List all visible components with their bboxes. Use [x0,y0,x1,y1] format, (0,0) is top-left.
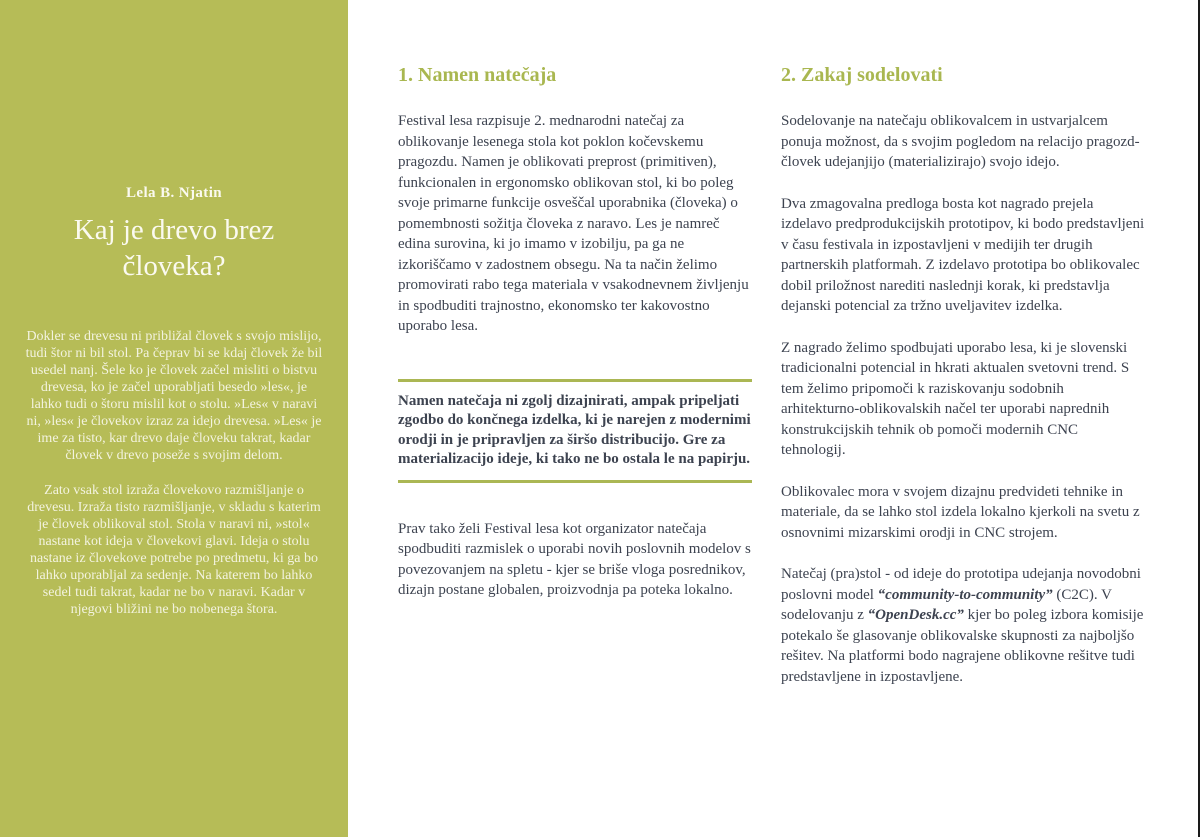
section2-paragraph-1: Sodelovanje na natečaju oblikovalcem in ustvarjalcem ponuja možnost, da s svojim pogledom na relacijo pragozd-človek udejanjijo (materializirajo) svojo idejo. [781,113,1140,170]
paragraph5-text-2: (C2C). V sodelovanju z [781,586,1112,623]
paragraph5-text-1: Natečaj (pra)stol - od ideje do prototipa udejanja novodobni poslovni model [781,566,1141,603]
paragraph5-emphasis-opendesk: “OpenDesk.cc” [867,607,964,623]
paragraph5-emphasis-community-to-community: “community-to-community” [877,586,1053,603]
paragraph5-text-3: kjer bo poleg izbora komisije potekalo še glasovanje oblikovalske skupnosti za najboljšo rešitev. Na platformi bodo nagrajene oblikovne rešitve tudi predstavljene in izpostavljene. [781,607,1144,685]
section1-paragraph-2: Prav tako želi Festival lesa kot organizator natečaja spodbuditi razmislek o uporabi novih poslovnih modelov s povezovanjem na spletu - kjer se briše vloga posrednikov, dizajn postane globalen, proizvodnja pa poteka lokalno. [398,520,751,598]
sidebar [0,0,348,837]
section2-paragraph-5 [781,564,1145,687]
section-namen-natecaja [398,64,752,622]
section2-paragraph-4: Oblikovalec mora v svojem dizajnu predvideti tehnike in materiale, da se lahko stol izdela lokalno kjerkoli na svetu z osnovnimi mizarskimi orodji in CNC strojem. [781,483,1140,541]
sidebar-paragraph-2: Zato vsak stol izraža človekovo razmišljanje o drevesu. Izraža tisto razmišljanje, v skladu s katerim je človek oblikoval stol. Stola v naravi ni, »stol« nastane kot ideja v človekovi glavi. Ideja o stolu nastane iz človekove potrebe po predmetu, ki ga bo lahko uporabljal za sedenje. Na katerem bo lahko sedel tudi takrat, kadar ne bo v naravi. Kadar v njegovi bližini ne bo nobenega štora. [27,483,321,617]
section1-callout: Namen natečaja ni zgolj dizajnirati, ampak pripeljati zgodbo do končnega izdelka, ki je narejen z modernimi orodji in je pripravljen za širšo distribucijo. Gre za materializacijo ideje, ki tako ne bo ostala le na papirju. [398,379,752,483]
section2-heading: 2. Zakaj sodelovati [781,64,943,86]
author-name: Lela B. Njatin [125,185,223,201]
sidebar-paragraph-1: Dokler se drevesu ni približal človek s svojo mislijo, tudi štor ni bil stol. Pa čeprav bi se kdaj človek že bil usedel nanj. Šele ko je človek začel misliti o bistvu drevesa, ko je začel uporabljati besedo »les«, je lahko tudi o štoru mislil kot o stolu. »Les« v naravi ni, »les« je človekov izraz za idejo drevesa. »Les« je ime za tisto, kar drevo daje človeku takrat, kadar človek v drevo poseže s svojim delom. [25,329,323,463]
page-title: Kaj je drevo brez človeka? [73,214,275,282]
section1-heading: 1. Namen natečaja [398,64,557,86]
section1-paragraph-1: Festival lesa razpisuje 2. mednarodni natečaj za oblikovanje lesenega stola kot poklon kočevskemu pragozdu. Namen je oblikovati preprost (primitiven), funkcionalen in ergonomsko oblikovan stol, ki bo poleg svoje primarne funkcije osveščal uporabnika (človeka) o pomembnosti sožitja človeka z naravo. Les je namreč edina surovina, ki jo imamo v izobilju, pa ga ne izkoriščamo v zadostnem obsegu. Na ta način želimo promovirati rabo tega materiala v vsakodnevnem življenju in spodbuditi trajnostno, ekonomsko ter kakovostno uporabo lesa. [398,113,749,334]
section-zakaj-sodelovati [781,64,1145,708]
section2-paragraph-3: Z nagrado želimo spodbujati uporabo lesa, ki je slovenski tradicionalni potencial in hkrati aktualen svetovni trend. S tem želimo pripomoči k raziskovanju sodobnih arhitekturno-oblikovalskih načel ter uporabi naprednih konstrukcijskih tehnik ob pomoči modernih CNC tehnologij. [781,339,1130,458]
section2-paragraph-2: Dva zmagovalna predloga bosta kot nagrado prejela izdelavo predprodukcijskih prototipov, ki bodo predstavljeni v času festivala in izpostavljeni v medijih ter drugih partnerskih platformah. Z izdelavo prototipa bo oblikovalec dobil priložnost narediti naslednji korak, ki predstavlja dejanski potencial za tržno uveljavitev izdelka. [781,195,1145,314]
